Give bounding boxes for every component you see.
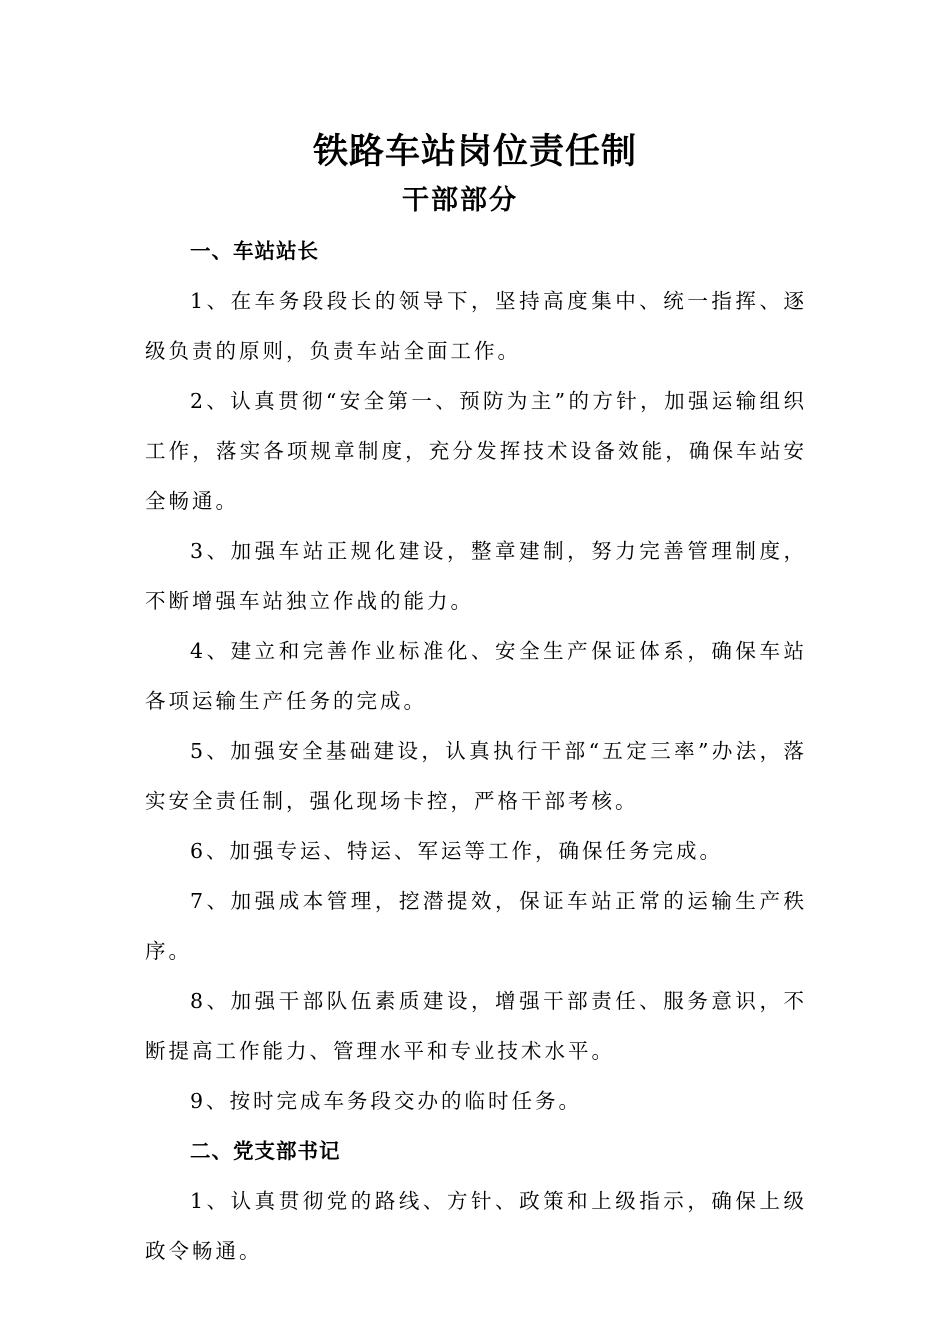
document-subtitle: 干部部分 [402,185,518,216]
document-body [145,226,807,1276]
paragraph: 6、加强专运、特运、军运等工作，确保任务完成。 [190,839,724,863]
paragraph: 4、建立和完善作业标准化、安全生产保证体系，确保车站各项运输生产任务的完成。 [145,639,807,713]
paragraph: 8、加强干部队伍素质建设，增强干部责任、服务意识，不断提高工作能力、管理水平和专业技术水平。 [145,989,807,1063]
paragraph: 7、加强成本管理，挖潜提效，保证车站正常的运输生产秩序。 [145,889,807,963]
paragraph: 2、认真贯彻“安全第一、预防为主”的方针，加强运输组织工作，落实各项规章制度，充分发挥技术设备效能，确保车站安全畅通。 [145,389,807,513]
paragraph: 9、按时完成车务段交办的临时任务。 [190,1089,583,1113]
paragraph: 3、加强车站正规化建设，整章建制，努力完善管理制度，不断增强车站独立作战的能力。 [145,539,807,613]
paragraph: 1、认真贯彻党的路线、方针、政策和上级指示，确保上级政令畅通。 [145,1189,807,1263]
section-heading: 一、车站站长 [190,239,319,263]
section-heading: 二、党支部书记 [190,1139,341,1163]
section-party-secretary [145,1126,807,1276]
document-title: 铁路车站岗位责任制 [312,131,637,172]
paragraph: 1、在车务段段长的领导下，坚持高度集中、统一指挥、逐级负责的原则，负责车站全面工作。 [145,289,807,363]
section-station-master [145,226,807,1126]
paragraph: 5、加强安全基础建设，认真执行干部“五定三率”办法，落实安全责任制，强化现场卡控，严格干部考核。 [145,739,807,813]
